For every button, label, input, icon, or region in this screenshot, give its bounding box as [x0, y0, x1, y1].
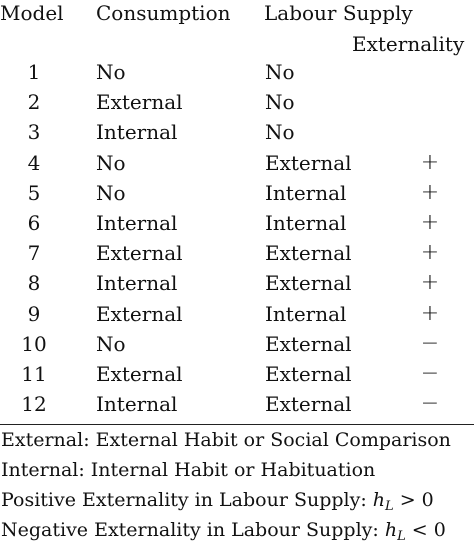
consumption-cell: External [96, 241, 183, 266]
model-cell: 10 [21, 331, 47, 356]
positive-var: h [372, 489, 386, 511]
table-row [0, 271, 474, 301]
consumption-cell: Internal [96, 271, 178, 296]
consumption-cell: Internal [96, 120, 178, 145]
model-cell: 5 [27, 180, 41, 205]
labour-supply-cell: External [265, 362, 352, 386]
table-row [0, 60, 474, 90]
note-positive-text: Positive Externality in Labour Supply: [1, 489, 373, 511]
externality-sign-cell: + [420, 149, 440, 175]
model-cell: 12 [21, 392, 47, 417]
model-cell: 3 [27, 120, 41, 145]
positive-relation: > 0 [393, 489, 434, 511]
negative-relation: < 0 [405, 519, 446, 541]
labour-supply-cell: External [265, 271, 352, 296]
consumption-cell: No [96, 60, 126, 84]
consumption-cell: Internal [96, 211, 178, 235]
model-cell: 9 [27, 301, 41, 326]
labour-supply-cell: No [265, 90, 295, 115]
table-row [0, 392, 474, 422]
labour-supply-cell: No [265, 60, 295, 84]
note-negative-externality [1, 518, 446, 542]
header-externality: Externality [352, 32, 465, 56]
positive-sub: L [385, 499, 394, 514]
labour-supply-cell: External [265, 241, 352, 266]
table-row [0, 90, 474, 120]
consumption-cell: External [96, 362, 183, 386]
consumption-cell: No [96, 180, 126, 205]
consumption-cell: No [96, 331, 126, 356]
externality-sign-cell: + [420, 240, 440, 266]
labour-supply-cell: No [265, 120, 295, 145]
externality-sign-cell: − [420, 330, 440, 356]
table-row [0, 181, 474, 211]
model-cell: 1 [27, 60, 41, 84]
externality-sign-cell: + [420, 300, 440, 326]
table-row [0, 151, 474, 181]
labour-supply-cell: Internal [265, 180, 347, 205]
consumption-cell: External [96, 90, 183, 115]
header-model: Model [0, 1, 64, 25]
negative-var: h [384, 519, 398, 541]
table-row [0, 362, 474, 392]
table-row [0, 332, 474, 362]
consumption-cell: External [96, 301, 183, 326]
labour-supply-cell: Internal [265, 211, 347, 235]
consumption-cell: Internal [96, 392, 178, 417]
negative-sub: L [397, 529, 406, 544]
table-row [0, 302, 474, 332]
table-bottom-rule [0, 424, 474, 425]
header-labour-supply: Labour Supply [264, 1, 413, 25]
model-cell: 6 [27, 211, 41, 235]
externality-sign-cell: + [420, 270, 440, 296]
note-positive-externality [1, 488, 434, 512]
externality-sign-cell: + [420, 210, 440, 235]
model-cell: 2 [27, 90, 41, 115]
labour-supply-cell: External [265, 392, 352, 417]
model-cell: 11 [21, 362, 47, 386]
note-negative-math [384, 519, 406, 544]
labour-supply-cell: External [265, 150, 352, 175]
note-external: External: External Habit or Social Comparison [1, 429, 451, 451]
table-row [0, 241, 474, 271]
table-row [0, 211, 474, 241]
labour-supply-cell: Internal [265, 301, 347, 326]
externality-sign-cell: + [420, 179, 440, 205]
externality-sign-cell: − [420, 391, 440, 417]
consumption-cell: No [96, 150, 126, 175]
table-row [0, 120, 474, 150]
labour-supply-cell: External [265, 331, 352, 356]
header-consumption: Consumption [96, 1, 231, 25]
note-negative-text: Negative Externality in Labour Supply: [1, 519, 385, 541]
model-cell: 7 [27, 241, 41, 266]
note-internal: Internal: Internal Habit or Habituation [1, 459, 376, 481]
note-positive-math [372, 489, 394, 514]
model-cell: 4 [27, 150, 41, 175]
externality-sign-cell: − [420, 361, 440, 386]
model-cell: 8 [27, 271, 41, 296]
